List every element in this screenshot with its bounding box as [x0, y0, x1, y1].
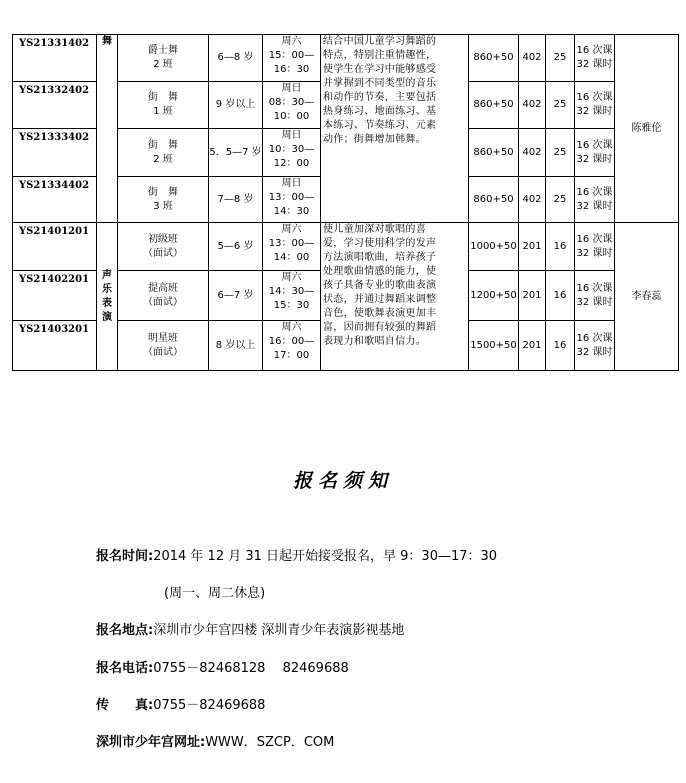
cell-line: 32 课时 [576, 346, 613, 358]
class-name [118, 177, 209, 223]
cell-line: 14：30—15：30 [268, 286, 315, 311]
class-time [263, 35, 321, 82]
class-capacity: 25 [546, 82, 575, 129]
website [96, 731, 334, 750]
tuition-fee: 860+50 [469, 82, 519, 129]
course-description-dance [321, 35, 469, 223]
lesson-hours [575, 82, 615, 129]
tuition-fee: 1000+50 [469, 223, 519, 271]
fax [96, 694, 265, 713]
cell-line: 16 次课 [576, 332, 613, 344]
course-code: YS21332402 [13, 82, 97, 129]
website-label: 深圳市少年宫网址: [96, 735, 206, 750]
room-number: 201 [519, 223, 546, 271]
age-range: 7—8 岁 [209, 177, 263, 223]
class-name [118, 129, 209, 177]
cell-line: 初级班 [148, 233, 178, 245]
lesson-hours [575, 271, 615, 321]
registration-place-label: 报名地点: [96, 623, 154, 638]
cell-line: 15：00—16：30 [268, 50, 315, 75]
lesson-hours [575, 223, 615, 271]
teacher-dance: 陈雅伦 [615, 35, 679, 223]
cell-line: 街 舞 [148, 92, 178, 103]
cell-line: 富，因而拥有较强的舞蹈 [323, 322, 437, 333]
class-capacity: 25 [546, 177, 575, 223]
cell-line: 特点，特别注重情趣性， [323, 50, 437, 61]
age-range: 6—8 岁 [209, 35, 263, 82]
course-table [12, 34, 679, 371]
cell-line: 街 舞 [148, 186, 178, 198]
cell-line: 32 课时 [576, 153, 613, 165]
class-name [118, 223, 209, 271]
cell-line: 明星班 [148, 332, 178, 344]
cell-line: 演 [102, 311, 112, 323]
course-code: YS21333402 [13, 129, 97, 177]
notice-title: 报名须知 [292, 470, 393, 492]
cell-line: 32 课时 [576, 106, 613, 117]
tuition-fee: 1500+50 [469, 321, 519, 371]
cell-line: 16 次课 [576, 139, 613, 151]
cell-line: 表现力和歌唱自信力。 [323, 336, 426, 347]
cell-line: （面试） [143, 346, 183, 358]
cell-line: 使儿童加深对歌唱的喜 [323, 224, 426, 235]
cell-line: 周六 [281, 36, 302, 47]
registration-time-value: 2014 年 12 月 31 日起开始接受报名，早 9：30—17：30 [153, 549, 498, 564]
course-code: YS21401201 [13, 223, 97, 271]
cell-line: 16：00—17：00 [268, 336, 315, 361]
cell-line: 爵士舞 [148, 45, 178, 56]
cell-line: 1 班 [153, 106, 173, 117]
class-time [263, 223, 321, 271]
cell-line: 16 次课 [576, 186, 613, 198]
cell-line: 32 课时 [576, 200, 613, 212]
cell-line: 爱，学习使用科学的发声 [323, 238, 437, 249]
lesson-hours [575, 35, 615, 82]
class-capacity: 25 [546, 129, 575, 177]
cell-line: 32 课时 [576, 247, 613, 259]
class-capacity: 16 [546, 223, 575, 271]
registration-phone [96, 657, 349, 676]
cell-line: 热身练习、地面练习、基 [323, 106, 437, 117]
cell-line: 音色，使歌舞表演更加丰 [323, 308, 437, 319]
cell-line: 表 [102, 297, 112, 309]
course-code: YS21334402 [13, 177, 97, 223]
class-time [263, 82, 321, 129]
class-time [263, 129, 321, 177]
cell-line: 街 舞 [148, 139, 178, 151]
table-row [13, 223, 679, 271]
cell-line: 13：00—14：00 [268, 238, 315, 263]
table-row [13, 35, 679, 82]
cell-line: 乐 [102, 283, 112, 295]
lesson-hours [575, 177, 615, 223]
cell-line: 10：30—12：00 [268, 144, 315, 169]
room-number: 402 [519, 129, 546, 177]
cell-line: 动作；街舞增加韩舞。 [323, 134, 426, 145]
tuition-fee: 860+50 [469, 35, 519, 82]
class-name [118, 321, 209, 371]
room-number: 402 [519, 35, 546, 82]
cell-line: 32 课时 [576, 59, 613, 70]
cell-line: 和动作的节奏，主要包括 [323, 92, 437, 103]
cell-line: 周六 [281, 272, 302, 283]
cell-line: 2 班 [153, 59, 173, 70]
registration-time [96, 545, 497, 564]
cell-line: 提高班 [148, 282, 178, 294]
lesson-hours [575, 321, 615, 371]
tuition-fee: 860+50 [469, 129, 519, 177]
class-name [118, 271, 209, 321]
category-dance: 舞 [97, 35, 118, 223]
course-description-vocal [321, 223, 469, 371]
tuition-fee: 1200+50 [469, 271, 519, 321]
lesson-hours [575, 129, 615, 177]
room-number: 201 [519, 321, 546, 371]
cell-line: 周六 [281, 224, 302, 235]
cell-line: 16 次课 [576, 45, 613, 56]
cell-line: 本练习、节奏练习、元素 [323, 120, 437, 131]
class-capacity: 25 [546, 35, 575, 82]
age-range: 9 岁以上 [209, 82, 263, 129]
cell-line: （面试） [143, 247, 183, 259]
fax-value: 0755－82469688 [153, 698, 266, 713]
age-range: 8 岁以上 [209, 321, 263, 371]
cell-line: 32 课时 [576, 296, 613, 308]
age-range: 5—6 岁 [209, 223, 263, 271]
registration-time-label: 报名时间: [96, 549, 154, 564]
cell-line: 方法演唱歌曲，培养孩子 [323, 252, 437, 263]
cell-line: （面试） [143, 296, 183, 308]
age-range: 6—7 岁 [209, 271, 263, 321]
cell-line: 状态，并通过舞蹈来调整 [323, 294, 437, 305]
registration-phone-label: 报名电话: [96, 661, 154, 676]
class-name [118, 82, 209, 129]
room-number: 402 [519, 82, 546, 129]
course-code: YS21402201 [13, 271, 97, 321]
registration-place [96, 619, 404, 638]
cell-line: 使学生在学习中能够感受 [323, 64, 437, 75]
cell-line: 08：30—10：00 [268, 97, 315, 122]
cell-line: 处理歌曲情感的能力，使 [323, 266, 437, 277]
cell-line: 并掌握到不同类型的音乐 [323, 78, 437, 89]
category-vocal [97, 223, 118, 371]
cell-line: 2 班 [153, 153, 173, 165]
course-code: YS21403201 [13, 321, 97, 371]
class-time [263, 271, 321, 321]
room-number: 402 [519, 177, 546, 223]
room-number: 201 [519, 271, 546, 321]
cell-line: 周日 [281, 83, 302, 94]
website-value: WWW．SZCP．COM [205, 735, 335, 750]
class-capacity: 16 [546, 321, 575, 371]
class-time [263, 177, 321, 223]
course-code: YS21331402 [13, 35, 97, 82]
cell-line: 16 次课 [576, 92, 613, 103]
fax-label: 传 真: [96, 698, 154, 713]
registration-place-value: 深圳市少年宫四楼 深圳青少年表演影视基地 [153, 623, 405, 638]
cell-line: 周日 [281, 178, 302, 189]
teacher-vocal: 李春蕊 [615, 223, 679, 371]
cell-line: 声 [102, 269, 112, 281]
cell-line: 周日 [281, 130, 302, 141]
cell-line: 16 次课 [576, 233, 613, 245]
age-range: 5．5—7 岁 [209, 129, 263, 177]
cell-line: 孩子具备专业的歌曲表演 [323, 280, 437, 291]
class-time [263, 321, 321, 371]
cell-line: 结合中国儿童学习舞蹈的 [323, 36, 437, 47]
class-capacity: 16 [546, 271, 575, 321]
cell-line: 16 次课 [576, 282, 613, 294]
cell-line: 周六 [281, 322, 302, 333]
tuition-fee: 860+50 [469, 177, 519, 223]
cell-line: 13：00—14：30 [268, 192, 315, 217]
registration-phone-value: 0755－82468128 82469688 [153, 661, 349, 676]
registration-time-note: (周一、周二休息) [164, 586, 266, 601]
cell-line: 3 班 [153, 200, 173, 212]
class-name [118, 35, 209, 82]
